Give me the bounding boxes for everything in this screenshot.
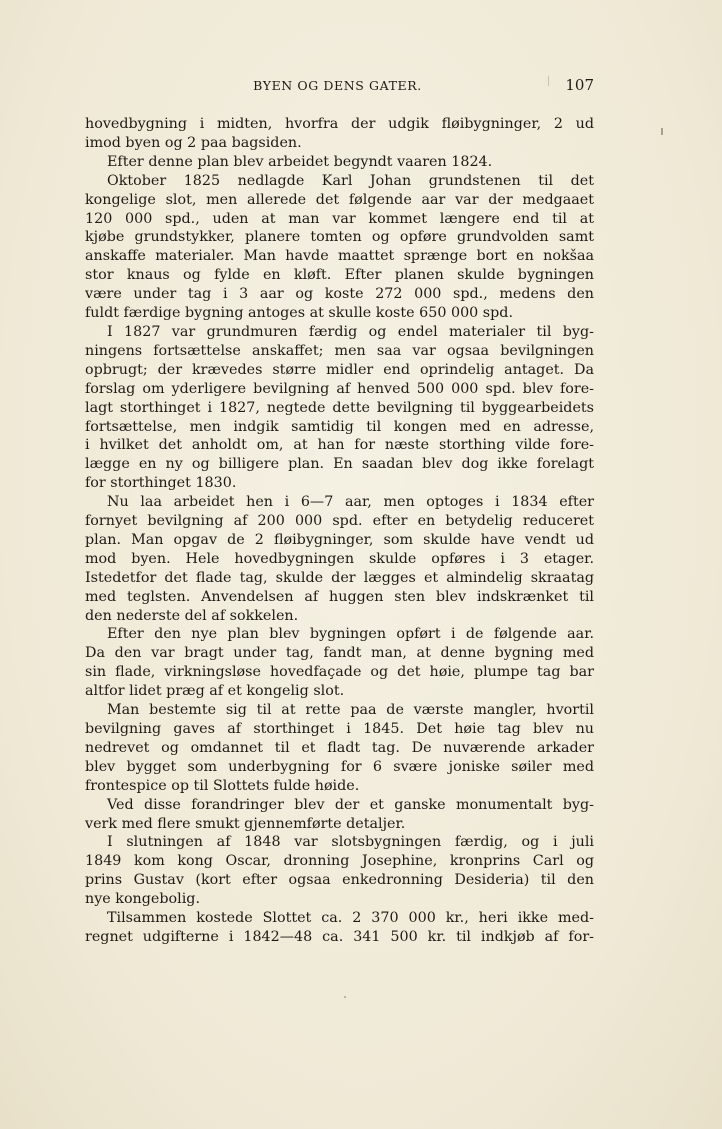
- text-line: 1849 kom kong Oscar, dronning Josephine, kronprins Carl og: [85, 853, 594, 870]
- text-line: regnet udgifterne i 1842—48 ca. 341 500 kr. til indkjøb af for-: [85, 928, 594, 945]
- paragraph: [85, 323, 594, 493]
- paper-speck: [661, 128, 663, 135]
- text-line: altfor lidet præg af et kongelig slot.: [85, 683, 345, 700]
- text-line: prins Gustav (kort efter ogsaa enkedronning Desideria) til den: [85, 872, 594, 889]
- paragraph: [85, 153, 594, 172]
- text-line: Tilsammen kostede Slottet ca. 2 370 000 kr., heri ikke med-: [107, 910, 594, 927]
- text-line: med teglsten. Anvendelsen af huggen sten blev indskrænket til: [85, 588, 594, 605]
- text-line: lagt storthinget i 1827, negtede dette bevilgning til byggearbeidets: [85, 399, 594, 416]
- paragraph: [85, 115, 594, 153]
- text-line: verk med flere smukt gjennemførte detaljer.: [85, 815, 406, 832]
- text-line: ningens fortsættelse anskaffet; men saa var ogsaa bevilgningen: [85, 342, 594, 359]
- running-title: BYEN OG DENS GATER.: [253, 78, 422, 93]
- text-line: i hvilket det anholdt om, at han for næste storthing vilde fore-: [85, 437, 594, 454]
- text-line: lægge en ny og billigere plan. En saadan blev dog ikke forelagt: [85, 456, 594, 473]
- paragraph: [85, 909, 594, 947]
- page-number: 107: [565, 76, 594, 94]
- text-line: Oktober 1825 nedlagde Karl Johan grundstenen til det: [107, 172, 594, 189]
- text-line: fuldt færdige bygning antoges at skulle koste 650 000 spd.: [85, 305, 513, 322]
- text-line: nedrevet og omdannet til et fladt tag. De nuværende arkader: [85, 739, 594, 756]
- text-line: fornyet bevilgning af 200 000 spd. efter en betydelig reduceret: [85, 513, 594, 530]
- text-line: den nederste del af sokkelen.: [85, 607, 299, 624]
- page-header: [81, 76, 594, 96]
- text-line: frontespice op til Slottets fulde høide.: [85, 777, 360, 794]
- text-line: være under tag i 3 aar og koste 272 000 spd., medens den: [85, 286, 594, 303]
- paper-speck: [548, 76, 549, 86]
- text-line: mod byen. Hele hovedbygningen skulde opføres i 3 etager.: [85, 550, 594, 567]
- text-line: nye kongebolig.: [85, 891, 200, 908]
- text-line: anskaffe materialer. Man havde maattet sprænge bort en nokšaa: [85, 248, 594, 265]
- paragraph: [85, 833, 594, 909]
- text-line: imod byen og 2 paa bagsiden.: [85, 134, 302, 151]
- text-line: Da den var bragt under tag, fandt man, at denne bygning med: [85, 645, 594, 662]
- text-line: fortsættelse, men indgik samtidig til kongen med en adresse,: [85, 418, 594, 435]
- text-line: kjøbe grundstykker, planere tomten og opføre grundvolden samt: [85, 229, 594, 246]
- text-line: Nu laa arbeidet hen i 6—7 aar, men optoges i 1834 efter: [107, 494, 594, 511]
- text-line: plan. Man opgav de 2 fløibygninger, som skulde have vendt ud: [85, 531, 594, 548]
- text-line: forslag om yderligere bevilgning af henved 500 000 spd. blev fore-: [85, 380, 594, 397]
- paragraph: [85, 625, 594, 701]
- paper-speck: [344, 996, 346, 998]
- text-line: 120 000 spd., uden at man var kommet længere end til at: [85, 210, 594, 227]
- paragraph: [85, 172, 594, 323]
- text-line: opbrugt; der krævedes større midler end oprindelig antaget. Da: [85, 361, 594, 378]
- text-line: I 1827 var grundmuren færdig og endel materialer til byg-: [107, 323, 594, 340]
- text-line: for storthinget 1830.: [85, 475, 237, 492]
- text-line: Efter den nye plan blev bygningen opført i de følgende aar.: [107, 626, 594, 643]
- text-line: Istedetfor det flade tag, skulde der lægges et almindelig skraatag: [85, 569, 594, 586]
- text-line: hovedbygning i midten, hvorfra der udgik fløibygninger, 2 ud: [85, 116, 594, 132]
- paragraph: [85, 701, 594, 796]
- text-line: Ved disse forandringer blev der et ganske monumentalt byg-: [107, 796, 594, 813]
- text-line: sin flade, virkningsløse hovedfaçade og det høie, plumpe tag bar: [85, 664, 594, 681]
- text-line: kongelige slot, men allerede det følgende aar var der medgaaet: [85, 191, 594, 208]
- text-line: Man bestemte sig til at rette paa de værste mangler, hvortil: [107, 702, 594, 719]
- text-line: blev bygget som underbygning for 6 svære joniske søiler med: [85, 758, 594, 775]
- text-line: I slutningen af 1848 var slotsbygningen færdig, og i juli: [107, 834, 594, 851]
- text-line: Efter denne plan blev arbeidet begyndt vaaren 1824.: [107, 153, 493, 170]
- text-line: stor knaus og fylde en kløft. Efter planen skulde bygningen: [85, 267, 594, 284]
- paragraph: [85, 796, 594, 834]
- body-text: [85, 115, 594, 947]
- text-line: bevilgning gaves af storthinget i 1845. Det høie tag blev nu: [85, 721, 594, 737]
- paragraph: [85, 493, 594, 625]
